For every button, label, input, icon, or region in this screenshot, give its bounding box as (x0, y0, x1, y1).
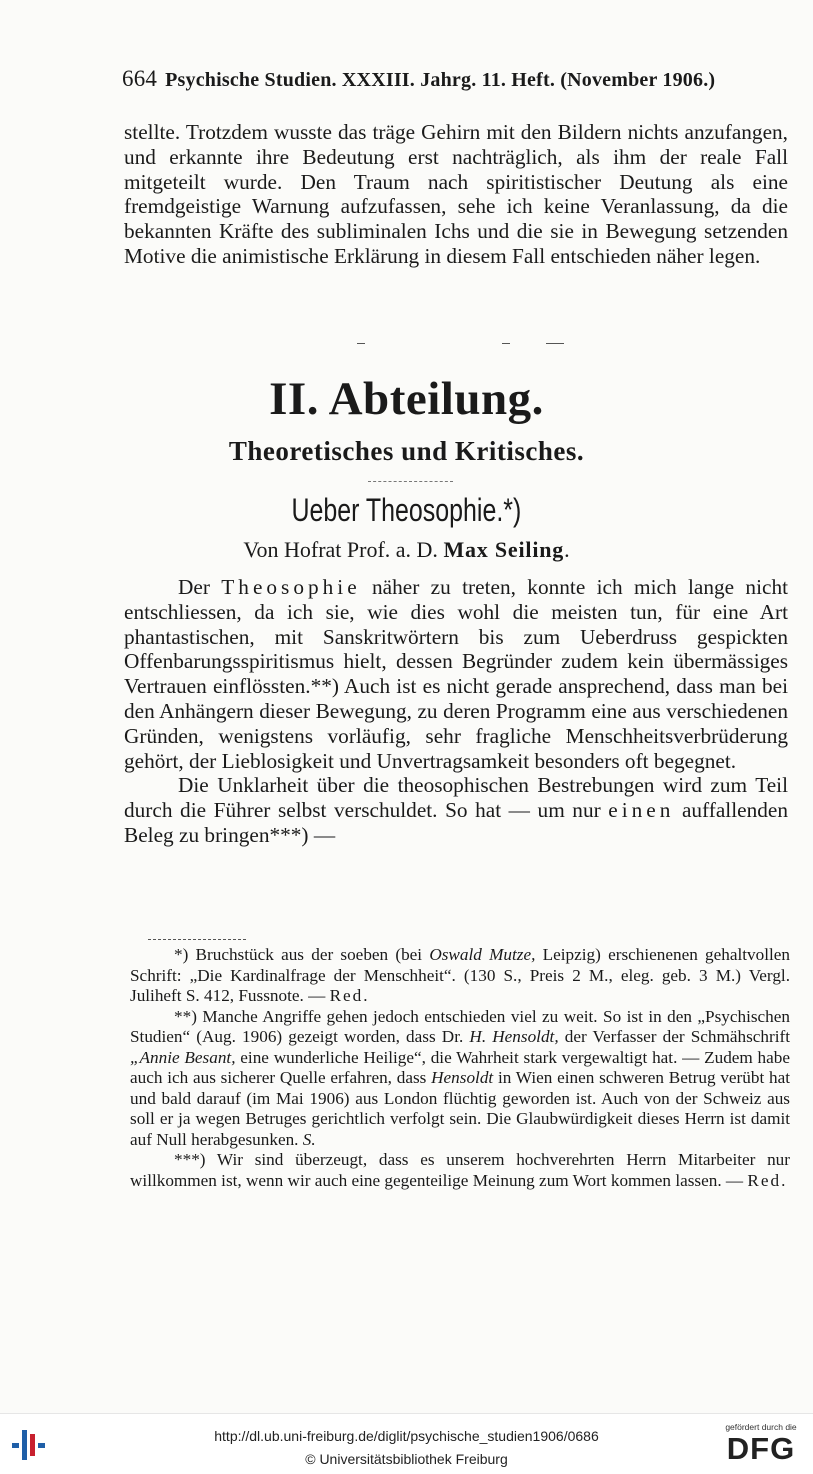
article-paragraph (124, 773, 788, 847)
byline-prefix: Von Hofrat Prof. a. D. (243, 537, 438, 562)
copyright-notice: © Universitätsbibliothek Freiburg (305, 1451, 508, 1467)
text-run: **) Manche Angriffe gehen jedoch entschieden viel zu weit. So ist in den „Psychischen Studien“ (Aug. 1906) gezeigt worden, dass Dr. (130, 1006, 790, 1046)
footnote-1 (130, 945, 790, 1007)
viewer-footer (0, 1413, 813, 1474)
work-title: „Annie Besant, (130, 1047, 236, 1067)
emphasis-spaced: einen (608, 798, 675, 823)
emphasis-spaced: Theosophie (221, 575, 361, 599)
footnote-2 (130, 1007, 790, 1151)
continuation-paragraph: stellte. Trotzdem wusste das träge Gehirn mit den Bildern nichts anzufangen, und erkannte ihre Bedeutung erst nachträglich, als ihm der reale Fall mitgeteilt wurde. Den Traum nach spiritistischer Deutung als eine fremdgeistige Warnung aufzufassen, sehe ich keine Veranlassung, da die bekannten Kräfte des subliminalen Ichs und die sie in Bewegung setzenden Motive die animistische Erklärung in diesem Fall entschieden näher legen. (124, 120, 788, 268)
publisher-name: Oswald Mutze, (429, 945, 536, 964)
person-name: Hensoldt (431, 1068, 494, 1087)
page-number: 664 (122, 66, 158, 91)
footnotes (130, 945, 790, 1191)
permalink-url[interactable]: http://dl.ub.uni-freiburg.de/diglit/psychische_studien1906/0686 (214, 1428, 599, 1444)
ornament-rule (368, 481, 453, 484)
text-run: Die Unklarheit über die theosophischen Bestrebungen wird zum Teil durch die Führer selbst verschuldet. So hat — um nur (124, 773, 788, 823)
text-run: in Wien einen schweren Betrug verübt hat und bald darauf (im Mai 1906) aus London flüchtig geworden ist. Auch von der Schweiz aus soll er ja wegen Betruges gerichtlich verfolgt sein. Die Glaubwürdigkeit dieses Herrn ist damit auf Null herabgesunken. (130, 1068, 790, 1149)
text-run: näher zu treten, konnte ich mich lange nicht entschliessen, da ich sie, wie dies wohl die meisten tun, für eine Art phantastischen, mit Sanskritwörtern bis zum Ueberdruss gespickten Offenbarungsspiritismus hielt, dessen Begründer zudem kein übermässiges Vertrauen einflössten.**) Auch ist es nicht gerade ansprechend, dass man bei den Anhängern dieser Bewegung, zu deren Programm eine aus verschiedenen Gründen, wenigstens vorläufig, sehr fragliche Menschheitsverbrüderung gehört, der Lieblosigkeit und Unvertragsamkeit besonders oft begegnet. (124, 575, 789, 773)
person-name: H. Hensoldt, (469, 1027, 559, 1046)
editor-mark: Red. (747, 1170, 788, 1190)
byline (0, 537, 813, 563)
text-run: Der (178, 575, 222, 599)
separator-dash (357, 343, 365, 344)
author-name: Max Seiling (443, 537, 565, 562)
text-run: *) Bruchstück aus der soeben (bei (174, 945, 430, 964)
article-body (124, 575, 788, 848)
separator-dash (502, 343, 510, 344)
footnote-rule (148, 939, 246, 940)
separator-dash (546, 343, 564, 344)
editor-mark: Red. (329, 986, 370, 1005)
article-title: Ueber Theosophie.*) (291, 492, 522, 528)
text-run: der Verfasser der Schmähschrift (558, 1027, 790, 1046)
text-run: Leipzig) erschienenen gehaltvollen Schrift: „Die Kardinalfrage der Menschheit“. (130 S., Preis 2 M., eleg. geb. 3 M.) Vergl. Juliheft S. 412, Fussnote. — (130, 945, 790, 1005)
footnote-3 (130, 1150, 790, 1191)
byline-suffix: . (564, 537, 570, 562)
text-run: eine wunderliche Heilige“, die Wahrheit stark vergewaltigt hat. — Zudem habe auch ich aus sicherer Quelle erfahren, dass (130, 1047, 791, 1087)
text-run: ***) Wir sind überzeugt, dass es unserem hochverehrten Herrn Mitarbeiter nur willkommen ist, wenn wir auch eine gegenteilige Meinung zum Wort kommen lassen. — (130, 1150, 790, 1190)
section-subtitle: Theoretisches und Kritisches. (228, 436, 585, 466)
article-paragraph (124, 575, 788, 773)
text-run: auffallenden Beleg zu bringen***) — (124, 798, 788, 847)
sponsor-tagline: gefördert durch die (725, 1422, 797, 1432)
dfg-logo-icon: DFG (726, 1431, 796, 1466)
dfg-logo (716, 1422, 806, 1472)
signature-initial: S. (302, 1129, 316, 1149)
running-title: Psychische Studien. XXXIII. Jahrg. 11. Heft. (November 1906.) (165, 69, 716, 91)
section-title: II. Abteilung. (269, 373, 544, 425)
running-header (122, 66, 786, 92)
